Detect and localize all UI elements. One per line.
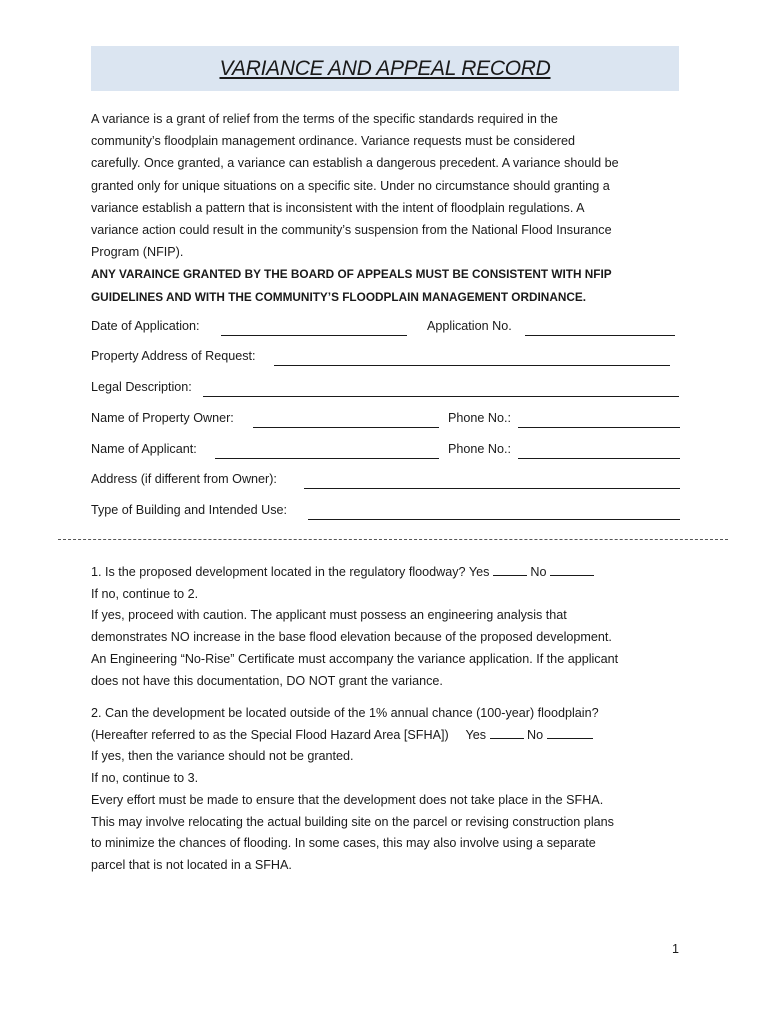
address-different-field[interactable]	[300, 469, 680, 489]
legal-description-label: Legal Description:	[91, 380, 192, 394]
question-1-line: demonstrates NO increase in the base flood elevation because of the proposed development.	[91, 630, 612, 645]
question-1-prompt-line	[91, 562, 691, 584]
question-1-prompt: 1. Is the proposed development located in the regulatory floodway?	[91, 565, 466, 579]
legal-description-field[interactable]	[199, 377, 679, 397]
applicant-field[interactable]	[211, 439, 439, 459]
question-1	[91, 562, 691, 692]
question-2-line: This may involve relocating the actual building site on the parcel or revising construction plans	[91, 814, 614, 829]
question-2-yes-label: Yes	[465, 727, 487, 742]
date-of-application-label: Date of Application:	[91, 319, 200, 333]
row-legal-description	[91, 377, 683, 397]
building-type-field[interactable]	[304, 500, 680, 520]
applicant-phone-label: Phone No.:	[448, 442, 512, 456]
intro-bold-line: GUIDELINES AND WITH THE COMMUNITY’S FLOODPLAIN MANAGEMENT ORDINANCE.	[91, 289, 587, 304]
intro-line: variance action could result in the community’s suspension from the National Flood Insurance	[91, 223, 612, 238]
intro-section	[91, 108, 681, 308]
date-of-application-field[interactable]	[217, 316, 407, 336]
question-2-no-label: No	[527, 727, 544, 742]
property-owner-field[interactable]	[249, 408, 439, 428]
property-address-label: Property Address of Request:	[91, 349, 256, 363]
intro-bold-line: ANY VARAINCE GRANTED BY THE BOARD OF APPEALS MUST BE CONSISTENT WITH NFIP	[91, 267, 612, 282]
row-property-owner	[91, 408, 683, 428]
row-applicant	[91, 439, 683, 459]
question-2-line: to minimize the chances of flooding. In some cases, this may also involve using a separate	[91, 836, 596, 851]
application-no-field[interactable]	[521, 316, 675, 336]
intro-line: A variance is a grant of relief from the terms of the specific standards required in the	[91, 112, 558, 126]
question-2	[91, 703, 691, 877]
question-1-yes-field[interactable]	[493, 563, 527, 576]
question-1-line: If yes, proceed with caution. The applicant must possess an engineering analysis that	[91, 608, 567, 623]
question-1-no-label: No	[530, 565, 547, 579]
building-type-label: Type of Building and Intended Use:	[91, 503, 288, 517]
intro-line: variance establish a pattern that is inconsistent with the intent of floodplain regulations. A	[91, 200, 585, 215]
row-property-address	[91, 346, 683, 366]
question-2-prompt2: (Hereafter referred to as the Special Flood Hazard Area [SFHA])	[91, 727, 449, 742]
section-divider	[58, 539, 728, 540]
question-1-line: An Engineering “No-Rise” Certificate must accompany the variance application. If the applicant	[91, 651, 619, 666]
property-address-field[interactable]	[270, 346, 670, 366]
question-1-line: does not have this documentation, DO NOT grant the variance.	[91, 673, 443, 688]
question-2-line: parcel that is not located in a SFHA.	[91, 857, 292, 872]
page-number: 1	[672, 942, 680, 956]
question-2-line: If no, continue to 3.	[91, 771, 199, 786]
application-no-label: Application No.	[427, 319, 512, 333]
page-title: VARIANCE AND APPEAL RECORD	[219, 56, 551, 80]
row-date-application	[91, 316, 683, 336]
question-2-line: Every effort must be made to ensure that the development does not take place in the SFHA.	[91, 792, 604, 807]
applicant-phone-field[interactable]	[514, 439, 680, 459]
intro-line: carefully. Once granted, a variance can establish a dangerous precedent. A variance should be	[91, 156, 619, 171]
applicant-label: Name of Applicant:	[91, 442, 197, 456]
intro-line: community’s floodplain management ordinance. Variance requests must be considered	[91, 134, 575, 149]
intro-line: Program (NFIP).	[91, 245, 184, 260]
row-building-type	[91, 500, 683, 520]
intro-line: granted only for unique situations on a specific site. Under no circumstance should granting a	[91, 178, 610, 193]
row-address-different	[91, 469, 683, 489]
question-2-prompt-line	[91, 725, 691, 747]
question-2-prompt: 2. Can the development be located outside of the 1% annual chance (100-year) floodplain?	[91, 706, 599, 720]
owner-phone-label: Phone No.:	[448, 411, 512, 425]
address-different-label: Address (if different from Owner):	[91, 472, 277, 486]
question-1-line: If no, continue to 2.	[91, 586, 199, 601]
question-2-yes-field[interactable]	[490, 726, 524, 739]
title-banner	[91, 46, 679, 91]
question-1-yes-label: Yes	[468, 565, 490, 579]
question-2-line: If yes, then the variance should not be granted.	[91, 749, 354, 764]
property-owner-label: Name of Property Owner:	[91, 411, 234, 425]
question-1-no-field[interactable]	[550, 563, 594, 576]
question-2-no-field[interactable]	[547, 726, 593, 739]
owner-phone-field[interactable]	[514, 408, 680, 428]
